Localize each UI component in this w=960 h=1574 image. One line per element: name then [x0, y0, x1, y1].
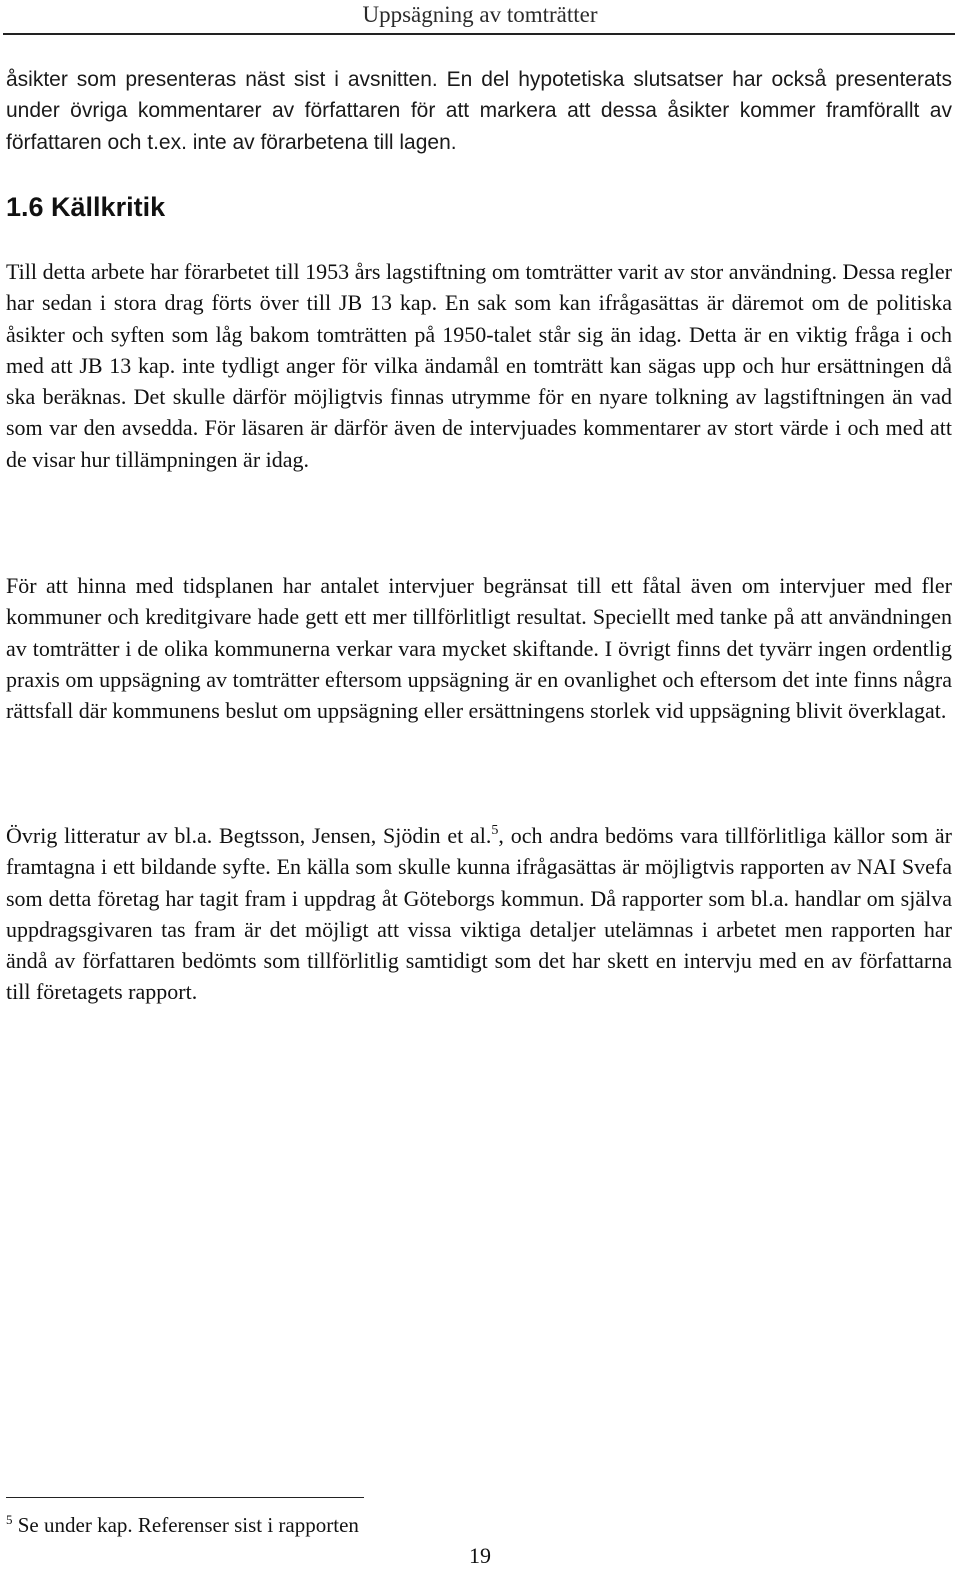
body-paragraph-1: Till detta arbete har förarbetet till 1953 års lagstiftning om tomträtter varit av stor användning. Dessa regler har sedan i stora drag förts över till JB 13 kap. En sak som kan ifrågasättas är däremot om de politiska åsikter och syften som låg bakom tomträtten på 1950-talet står sig än idag. Detta är en viktig fråga i och med att JB 13 kap. inte tydligt anger för vilka ändamål en tomträtt kan sägas upp och hur ersättningen då ska beräknas. Det skulle därför möjligtvis finnas utrymme för en nyare tolkning av lagstiftningen än vad som var den avsedda. För läsaren är därför även de intervjuades kommentarer av stort värde i och med att de visar hur tillämpningen är idag.	[6, 259, 952, 472]
header-divider	[3, 33, 955, 35]
paragraph-3-text-end: , och andra bedöms vara tillförlitliga källor som är framtagna i ett bildande syfte. En källa som skulle kunna ifrågasättas är möjligtvis rapporten av NAI Svefa som detta företag har tagit fram i uppdrag åt Göteborgs kommun. Då rapporter som bl.a. handlar om själva uppdragsgivaren tas fram är det möjligt att vissa viktiga detaljer utelämnas i arbetet men rapporten har ändå av författaren bedömts som tillförlitlig samtidigt som det har skett en intervju med en av författarna till företagets rapport.	[6, 823, 952, 1005]
section-heading: 1.6 Källkritik	[6, 192, 166, 222]
footnote-reference[interactable]: 5	[491, 823, 499, 838]
body-paragraph-3	[6, 820, 952, 1008]
footnote-divider	[6, 1497, 364, 1498]
footnote-number: 5	[6, 1512, 13, 1527]
body-paragraph-2: För att hinna med tidsplanen har antalet intervjuer begränsat till ett fåtal även om intervjuer med fler kommuner och kreditgivare hade gett ett mer tillförlitligt resultat. Speciellt med tanke på att användningen av tomträtter i de olika kommunerna verkar vara mycket skiftande. I övrigt finns det tyvärr ingen ordentlig praxis om uppsägning av tomträtter eftersom uppsägning är en ovanlighet och eftersom det inte finns några rättsfall där kommunens beslut om uppsägning eller ersättningens storlek vid uppsägning blivit överklagat.	[6, 573, 952, 724]
paragraph-3-text-start: Övrig litteratur av bl.a. Begtsson, Jensen, Sjödin et al.	[6, 823, 492, 848]
footnote	[6, 1511, 359, 1539]
footnote-text: Se under kap. Referenser sist i rapporten	[12, 1513, 359, 1537]
page-number: 19	[469, 1543, 491, 1568]
running-header-title: Uppsägning av tomträtter	[362, 2, 598, 27]
intro-paragraph: åsikter som presenteras näst sist i avsnitten. En del hypotetiska slutsatser har också presenterats under övriga kommentarer av författaren för att markera att dessa åsikter kommer framförallt av författaren och t.ex. inte av förarbetena till lagen.	[6, 68, 952, 154]
